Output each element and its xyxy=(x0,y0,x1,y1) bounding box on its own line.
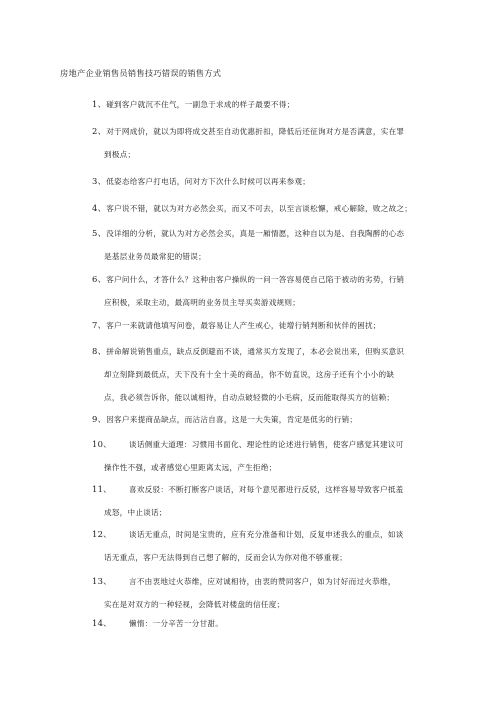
item-text: 低姿态给客户打电话，问对方下次什么时候可以再来参观； xyxy=(106,177,311,186)
item-text-continued: 是基层业务员最常犯的错误； xyxy=(104,252,206,261)
item-number: 12、 xyxy=(92,529,112,539)
item-text-continued: 话无重点，客户无法得到自己想了解的，反而会认为你对他不够重视； xyxy=(104,553,348,562)
document-title: 房地产企业销售员销售技巧错误的销售方式 xyxy=(60,68,222,78)
item-number: 13、 xyxy=(92,576,112,586)
item-text: 懒惰：一分辛苦一分甘甜。 xyxy=(129,619,224,628)
item-text-continued: 点，我必须告诉你，能以诚相待，自动点破轻微的小毛病，反而能取得买方的信赖； xyxy=(104,393,395,402)
list-item xyxy=(92,93,437,116)
item-text: 因客户来提商品缺点，而沾沾自喜，这是一大失策，肯定是低劣的行销； xyxy=(106,415,358,424)
list-item xyxy=(92,433,437,479)
item-number: 14、 xyxy=(92,618,112,628)
item-number: 5、 xyxy=(92,228,107,238)
item-text: 碰到客户就沉不住气，一副急于求成的样子最要不得； xyxy=(106,100,295,109)
item-number: 3、 xyxy=(92,176,107,186)
list-item xyxy=(92,314,437,337)
list-item xyxy=(92,408,437,431)
item-number: 10、 xyxy=(92,439,112,449)
item-number: 8、 xyxy=(92,346,107,356)
list-item xyxy=(92,612,437,635)
list-item xyxy=(92,170,437,193)
item-text: 谈话无重点，时间是宝贵的，应有充分准备和计划，反复申述我么的重点，如谈 xyxy=(129,530,404,539)
list-item xyxy=(92,478,437,524)
list-item xyxy=(92,222,437,268)
item-number: 4、 xyxy=(92,203,107,213)
item-text: 谈话侧重大道理：习惯用书面化、理论性的论述进行销售，使客户感觉其建议可 xyxy=(129,440,404,449)
item-number: 2、 xyxy=(92,126,107,136)
item-text: 对于网成价，就以为即将成交甚至自动优惠折扣，降低后还征询对方是否满意，实在罪 xyxy=(106,127,405,136)
item-text-continued: 到极点； xyxy=(104,150,136,159)
item-text: 客户说不错，就以为对方必然会买，而又不可去，以至言谈松懈，戒心解除，败之故之； xyxy=(106,204,413,213)
item-text-continued: 实在是对双方的一种轻视，会降低对楼盘的信任度； xyxy=(104,600,285,609)
list-item xyxy=(92,340,437,409)
item-text-continued: 应积极，采取主动，最高明的业务员主导买卖游戏规则； xyxy=(104,298,301,307)
item-number: 11、 xyxy=(92,484,112,494)
item-text: 喜欢反驳：不断打断客户谈话，对每个意见都进行反驳，这样容易导致客户抵羞 xyxy=(129,485,404,494)
list-item xyxy=(92,523,437,569)
item-text-continued: 却立刻降到最低点，天下没有十全十美的商品，你不妨直说，这房子还有个小小的缺 xyxy=(104,370,395,379)
list-item xyxy=(92,268,437,314)
list-item xyxy=(92,570,437,616)
item-number: 7、 xyxy=(92,320,107,330)
list-item xyxy=(92,197,437,220)
item-number: 9、 xyxy=(92,414,107,424)
item-text: 没详细的分析，就认为对方必然会买，真是一厢情愿，这种自以为是、自我陶醉的心态 xyxy=(106,229,405,238)
item-text: 客户问什么，才答什么？这种由客户操纵的一问一答容易使自己陷于被动的劣势，行销 xyxy=(106,275,405,284)
item-number: 6、 xyxy=(92,274,107,284)
list-item xyxy=(92,120,437,166)
item-text: 拼命解说销售重点，缺点反倒避而不谈，通常买方发现了，本必会说出来，但购买意识 xyxy=(106,347,405,356)
item-text-continued: 操作性不强，或者感觉心里距离太远，产生拒绝； xyxy=(104,463,277,472)
item-text-continued: 成怒，中止谈话； xyxy=(104,508,167,517)
item-text: 客户一来就请他填写问卷，最容易让人产生戒心，徒增行销判断和伙伴的困扰； xyxy=(106,321,381,330)
item-number: 1、 xyxy=(92,99,107,109)
item-text: 言不由衷地过火恭维，应对诚相待，由衷的赞同客户，如为讨好而过火恭维， xyxy=(129,577,396,586)
